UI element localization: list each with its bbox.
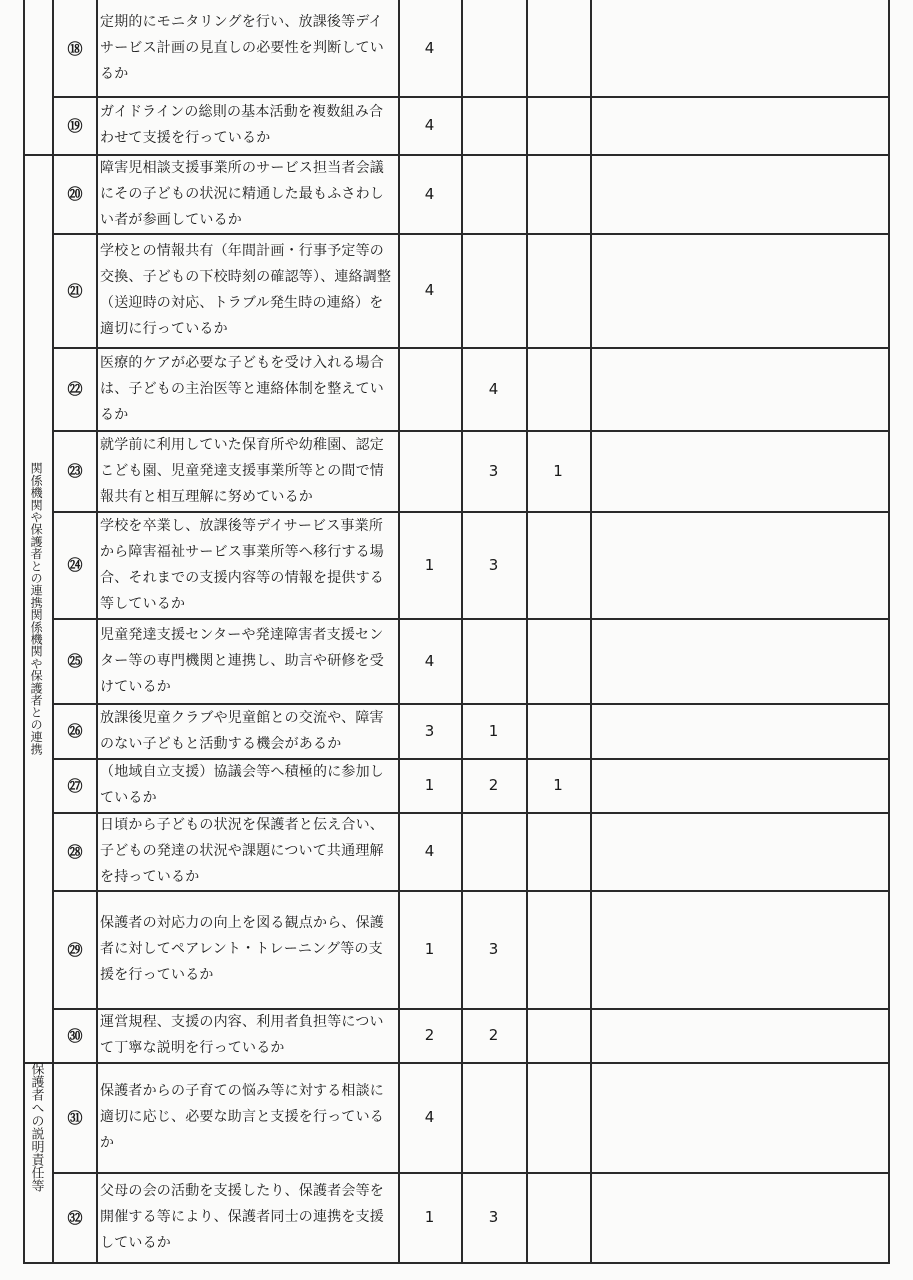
item-number xyxy=(56,347,94,430)
item-number xyxy=(56,1062,94,1172)
category-label xyxy=(23,1062,49,1192)
category-text: 関係機関や保護者との連携関係機関や保護者との連携 xyxy=(29,461,44,755)
answer-count: 1 xyxy=(424,940,435,958)
answer-count: 4 xyxy=(424,651,435,670)
answer-count xyxy=(398,430,461,511)
answer-count: 4 xyxy=(424,39,435,57)
item-text: 定期的にモニタリングを行い、放課後等デイサービス計画の見直しの必要性を判断しているか xyxy=(100,14,384,82)
category-text: 保護者への説明責任等 xyxy=(28,1062,44,1192)
answer-count: 1 xyxy=(553,776,563,794)
answer-count xyxy=(461,1062,526,1172)
answer-count: 4 xyxy=(424,116,435,134)
item-number-text: ⑲ xyxy=(67,116,83,135)
item-text: 父母の会の活動を支援したり、保護者会等を開催する等により、保護者同士の連携を支援しているか xyxy=(100,1183,384,1251)
item-number-text: ㉛ xyxy=(67,1108,83,1127)
answer-count xyxy=(461,154,526,233)
item-number-text: ㉜ xyxy=(67,1208,83,1227)
item-text: 児童発達支援センターや発達障害者支援センター等の専門機関と連携し、助言や研修を受けているか xyxy=(100,626,384,695)
answer-count: 2 xyxy=(488,776,499,794)
grid-line xyxy=(96,0,98,1262)
item-number xyxy=(56,96,94,154)
item-number-text: ㉘ xyxy=(67,842,83,861)
answer-count: 4 xyxy=(424,184,435,203)
category-label xyxy=(23,154,49,1062)
item-text: 日頃から子どもの状況を保護者と伝え合い、子どもの発達の状況や課題について共通理解を持っているか xyxy=(100,817,384,885)
answer-count: 3 xyxy=(488,555,499,574)
grid-line xyxy=(23,1262,890,1264)
item-number-text: ⑳ xyxy=(67,185,83,203)
item-number-text: ㉖ xyxy=(67,722,83,740)
answer-count: 1 xyxy=(424,555,435,574)
answer-count xyxy=(526,1172,590,1262)
answer-count xyxy=(526,233,590,347)
item-number xyxy=(56,618,94,703)
answer-count xyxy=(461,233,526,347)
item-text: 保護者からの子育ての悩み等に対する相談に適切に応じ、必要な助言と支援を行っているか xyxy=(100,1083,384,1151)
answer-count xyxy=(526,511,590,618)
item-text: 就学前に利用していた保育所や幼稚園、認定こども園、児童発達支援事業所等との間で情報共有と相互理解に努めているか xyxy=(100,436,384,505)
item-number-text: ㉔ xyxy=(67,556,83,574)
answer-count xyxy=(398,347,461,430)
answer-count: 1 xyxy=(553,461,563,480)
answer-count: 1 xyxy=(424,1208,435,1226)
answer-count: 1 xyxy=(424,776,435,794)
answer-count xyxy=(526,0,590,96)
item-text: 放課後児童クラブや児童館との交流や、障害のない子どもと活動する機会があるか xyxy=(100,709,384,752)
answer-count: 2 xyxy=(488,1026,499,1044)
answer-count xyxy=(461,812,526,890)
item-number xyxy=(56,0,94,96)
item-number xyxy=(56,511,94,618)
item-number-text: ㉑ xyxy=(67,281,83,300)
answer-count: 4 xyxy=(488,379,499,398)
item-number xyxy=(56,233,94,347)
item-number xyxy=(56,758,94,812)
answer-count: 3 xyxy=(488,1208,499,1226)
answer-count xyxy=(526,618,590,703)
answer-count: 3 xyxy=(488,940,499,958)
item-number xyxy=(56,812,94,890)
item-number xyxy=(56,890,94,1008)
item-text: 医療的ケアが必要な子どもを受け入れる場合は、子どもの主治医等と連絡体制を整えているか xyxy=(100,354,384,423)
item-number-text: ㉕ xyxy=(67,652,83,670)
answer-count xyxy=(526,890,590,1008)
item-text: 障害児相談支援事業所のサービス担当者会議にその子どもの状況に精通した最もふさわしい者が参画しているか xyxy=(100,159,384,228)
item-number xyxy=(56,1172,94,1262)
item-number xyxy=(56,703,94,758)
grid-line xyxy=(590,0,592,1262)
answer-count: 4 xyxy=(424,1108,435,1126)
item-number-text: ㉒ xyxy=(67,380,83,398)
item-text: 学校を卒業し、放課後等デイサービス事業所から障害福祉サービス事業所等へ移行する場合、それまでの支援内容等の情報を提供する等しているか xyxy=(100,517,384,612)
item-number-text: ⑱ xyxy=(67,39,83,58)
answer-count xyxy=(461,618,526,703)
answer-count: 4 xyxy=(424,842,435,860)
item-text: 運営規程、支援の内容、利用者負担等について丁寧な説明を行っているか xyxy=(100,1014,384,1056)
answer-count xyxy=(526,703,590,758)
item-number xyxy=(56,154,94,233)
answer-count: 2 xyxy=(424,1026,435,1044)
answer-count: 3 xyxy=(488,461,499,480)
grid-line xyxy=(52,0,54,1262)
answer-count xyxy=(526,96,590,154)
answer-count: 3 xyxy=(424,721,435,740)
item-number-text: ㉙ xyxy=(67,940,83,959)
item-text: 保護者の対応力の向上を図る観点から、保護者に対してペアレント・トレーニング等の支援を行っているか xyxy=(100,915,384,983)
item-number-text: ㉓ xyxy=(67,462,83,480)
item-number xyxy=(56,430,94,511)
answer-count xyxy=(526,347,590,430)
answer-count xyxy=(526,1062,590,1172)
answer-count xyxy=(526,812,590,890)
item-number-text: ㉚ xyxy=(67,1026,83,1045)
answer-count xyxy=(526,154,590,233)
answer-count xyxy=(461,96,526,154)
item-text: ガイドラインの総則の基本活動を複数組み合わせて支援を行っているか xyxy=(100,104,384,146)
answer-count: 1 xyxy=(488,721,499,740)
item-text: 学校との情報共有（年間計画・行事予定等の交換、子どもの下校時刻の確認等）、連絡調整（送迎時の対応、トラブル発生時の連絡）を適切に行っているか xyxy=(100,243,392,337)
item-number xyxy=(56,1008,94,1062)
grid-line xyxy=(888,0,890,1262)
item-text: （地域自立支援）協議会等へ積極的に参加しているか xyxy=(100,764,384,806)
answer-count: 4 xyxy=(424,281,435,299)
answer-count xyxy=(526,1008,590,1062)
item-number-text: ㉗ xyxy=(67,776,83,795)
answer-count xyxy=(461,0,526,96)
